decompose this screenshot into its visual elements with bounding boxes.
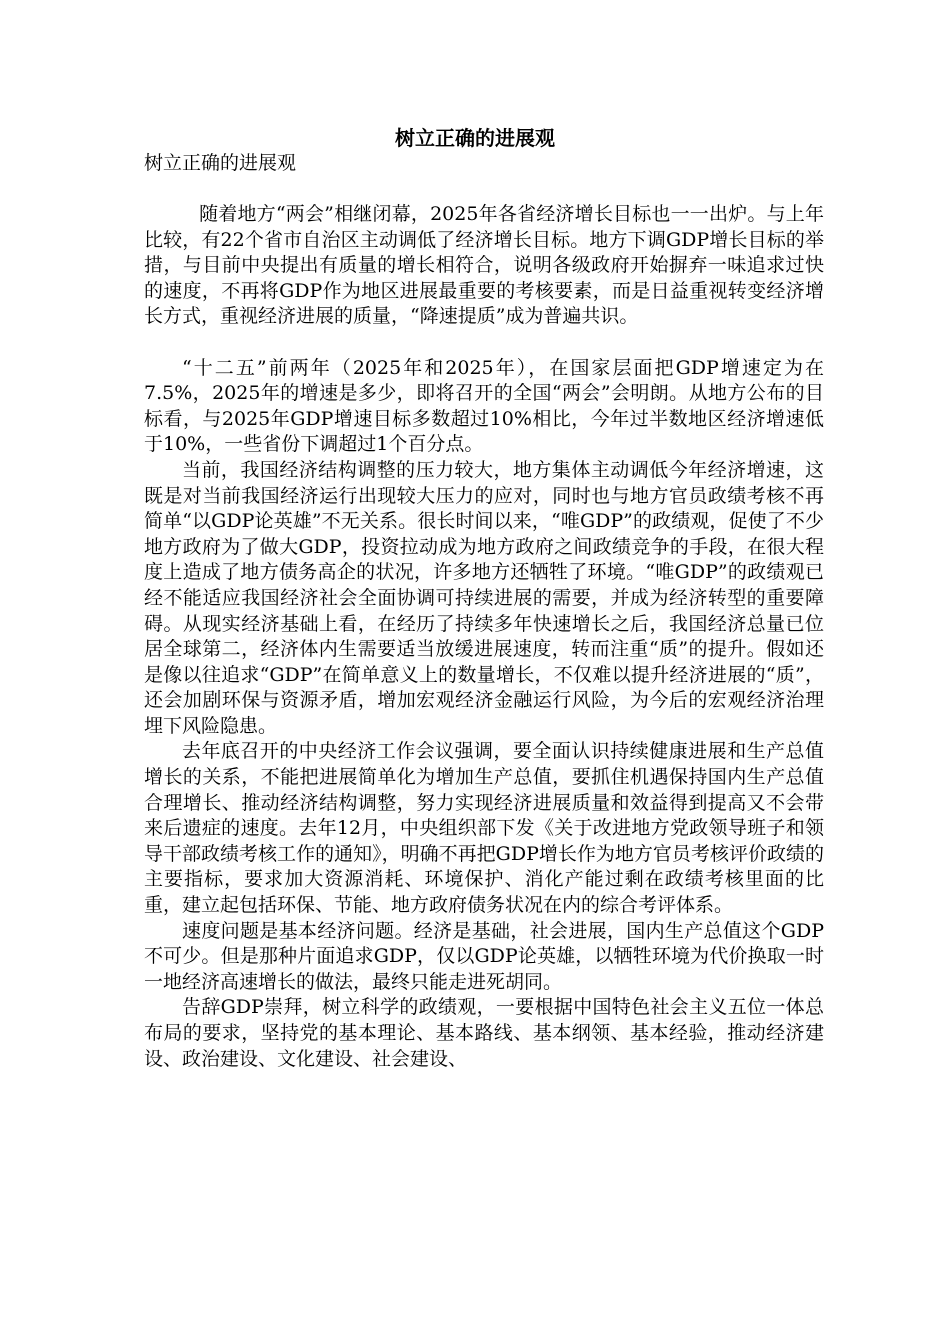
body-paragraph: 速度问题是基本经济问题。经济是基础，社会进展，国内生产总值这个GDP不可少。但是那种片面追求GDP，仅以GDP论英雄，以牺牲环境为代价换取一时一地经济高速增长的做法，最终只能走进死胡同。 (144, 919, 824, 993)
body-paragraph: 去年底召开的中央经济工作会议强调，要全面认识持续健康进展和生产总值增长的关系，不能把进展简单化为增加生产总值，要抓住机遇保持国内生产总值合理增长、推动经济结构调整，努力实现经济进展质量和效益得到提高又不会带来后遗症的速度。去年12月，中央组织部下发《关于改进地方党政领导班子和领导干部政绩考核工作的通知》，明确不再把GDP增长作为地方官员考核评价政绩的主要指标，要求加大资源消耗、环境保护、消化产能过剩在政绩考核里面的比重，建立起包括环保、节能、地方政府债务状况在内的综合考评体系。 (144, 740, 824, 917)
document-subtitle: 树立正确的进展观 (144, 152, 297, 174)
body-paragraph: “十二五”前两年（2025年和2025年），在国家层面把GDP增速定为在7.5%，2025年的增速是多少，即将召开的全国“两会”会明朗。从地方公布的目标看，与2025年GDP增速目标多数超过10%相比，今年过半数地区经济增速低于10%，一些省份下调超过1个百分点。 (144, 356, 824, 456)
document-body (144, 202, 824, 1072)
body-paragraph: 随着地方“两会”相继闭幕，2025年各省经济增长目标也一一出炉。与上年比较，有22个省市自治区主动调低了经济增长目标。地方下调GDP增长目标的举措，与目前中央提出有质量的增长相符合，说明各级政府开始摒弃一味追求过快的速度，不再将GDP作为地区进展最重要的考核要素，而是日益重视转变经济增长方式，重视经济进展的质量，“降速提质”成为普遍共识。 (144, 203, 824, 328)
document-title: 树立正确的进展观 (395, 126, 555, 150)
paragraph-gap (144, 330, 824, 356)
body-paragraph: 告辞GDP崇拜，树立科学的政绩观，一要根据中国特色社会主义五位一体总布局的要求，坚持党的基本理论、基本路线、基本纲领、基本经验，推动经济建设、政治建设、文化建设、社会建设、 (144, 996, 824, 1070)
body-paragraph: 当前，我国经济结构调整的压力较大，地方集体主动调低今年经济增速，这既是对当前我国经济运行出现较大压力的应对，同时也与地方官员政绩考核不再简单“以GDP论英雄”不无关系。很长时间以来，“唯GDP”的政绩观，促使了不少地方政府为了做大GDP，投资拉动成为地方政府之间政绩竞争的手段，在很大程度上造成了地方债务高企的状况，许多地方还牺牲了环境。“唯GDP”的政绩观已经不能适应我国经济社会全面协调可持续进展的需要，并成为经济转型的重要障碍。从现实经济基础上看，在经历了持续多年快速增长之后，我国经济总量已位居全球第二，经济体内生需要适当放缓进展速度，转而注重“质”的提升。假如还是像以往追求“GDP”在简单意义上的数量增长，不仅难以提升经济进展的“质”，还会加剧环保与资源矛盾，增加宏观经济金融运行风险，为今后的宏观经济治理埋下风险隐患。 (144, 458, 824, 737)
